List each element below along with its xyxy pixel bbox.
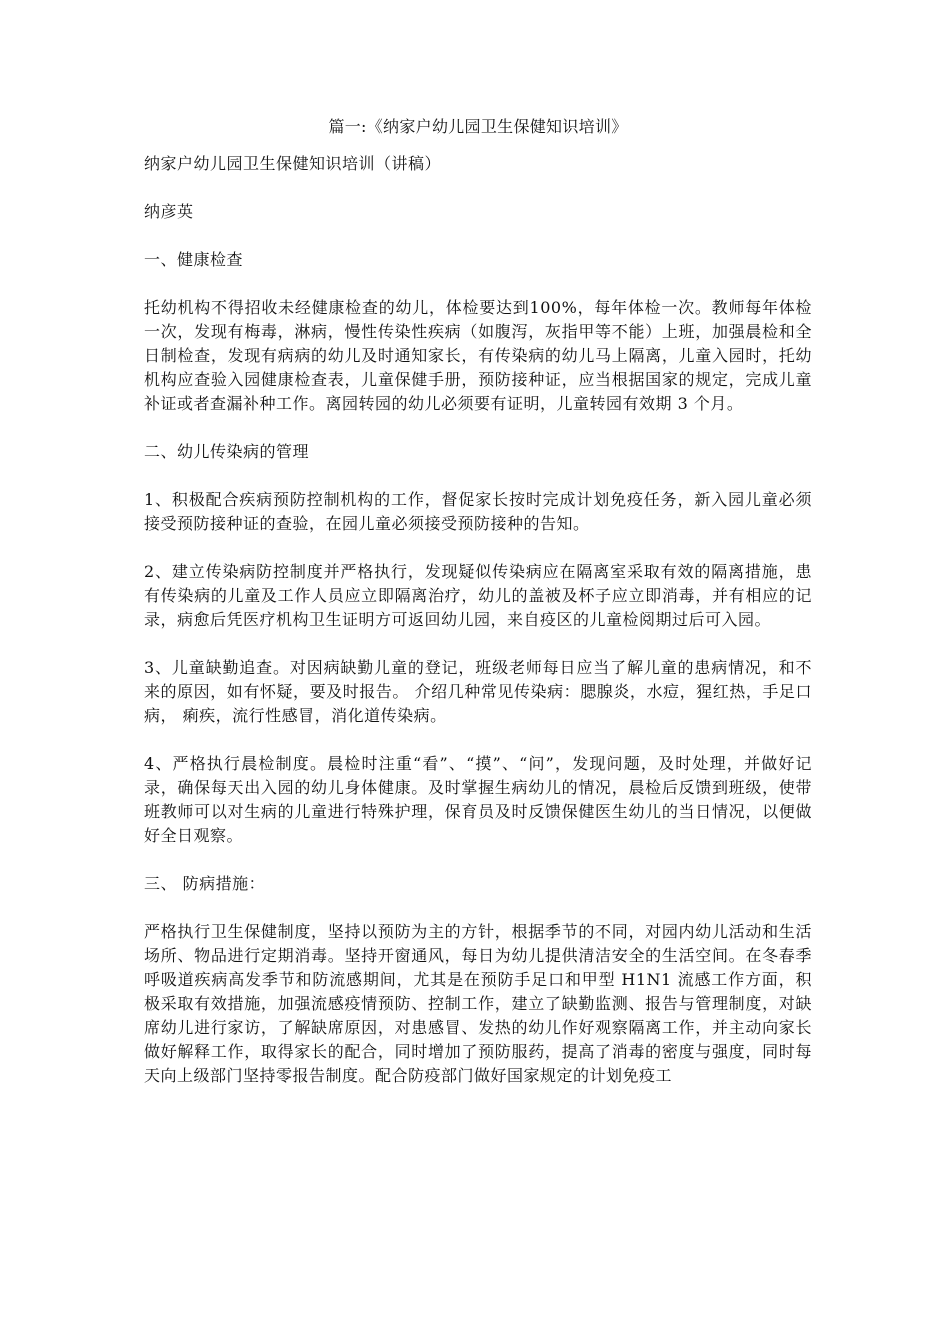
section-2-item-2: 2、建立传染病防控制度并严格执行，发现疑似传染病应在隔离室采取有效的隔离措施，患有传染病的儿童及工作人员应立即隔离治疗，幼儿的盖被及杯子应立即消毒，并有相应的记录，病愈后凭医疗机构卫生证明方可返回幼儿园，来自疫区的儿童检阅期过后可入园。 — [144, 562, 812, 629]
section-2-item-3: 3、儿童缺勤追查。对因病缺勤儿童的登记，班级老师每日应当了解儿童的患病情况，和不来的原因，如有怀疑，要及时报告。 介绍几种常见传染病：腮腺炎，水痘，猩红热，手足口病， 痢疾，流行性感冒，消化道传染病。 — [144, 658, 812, 725]
document-page — [144, 114, 812, 1112]
section-3-heading: 三、 防病措施： — [144, 874, 266, 893]
author-name: 纳彦英 — [144, 202, 194, 221]
section-1-body: 托幼机构不得招收未经健康检查的幼儿，体检要达到100%，每年体检一次。教师每年体检一次，发现有梅毒，淋病，慢性传染性疾病（如腹泻，灰指甲等不能）上班，加强晨检和全日制检查，发现有病病的幼儿及时通知家长，有传染病的幼儿马上隔离，儿童入园时，托幼机构应查验入园健康检查表，儿童保健手册，预防接种证，应当根据国家的规定，完成儿童补证或者查漏补种工作。离园转园的幼儿必须要有证明，儿童转园有效期 3 个月。 — [144, 298, 812, 413]
section-1-heading: 一、健康检查 — [144, 250, 244, 269]
section-3-body: 严格执行卫生保健制度，坚持以预防为主的方针，根据季节的不同，对园内幼儿活动和生活场所、物品进行定期消毒。坚持开窗通风，每日为幼儿提供清洁安全的生活空间。在冬春季呼吸道疾病高发季节和防流感期间，尤其是在预防手足口和甲型 H1N1 流感工作方面，积极采取有效措施，加强流感疫情预防、控制工作，建立了缺勤监测、报告与管理制度，对缺席幼儿进行家访，了解缺席原因，对患感冒、发热的幼儿作好观察隔离工作，并主动向家长做好解释工作，取得家长的配合，同时增加了预防服药，提高了消毒的密度与强度，同时每天向上级部门坚持零报告制度。配合防疫部门做好国家规定的计划免疫工 — [144, 922, 812, 1085]
document-subtitle: 纳家户幼儿园卫生保健知识培训（讲稿） — [144, 154, 442, 173]
document-title: 篇一:《纳家户幼儿园卫生保健知识培训》 — [328, 117, 628, 136]
section-2-item-4: 4、严格执行晨检制度。晨检时注重“看”、“摸”、“问”，发现问题，及时处理，并做好记录，确保每天出入园的幼儿身体健康。及时掌握生病幼儿的情况，晨检后反馈到班级，使带班教师可以对生病的儿童进行特殊护理，保育员及时反馈保健医生幼儿的当日情况，以便做好全日观察。 — [144, 754, 812, 845]
section-2-item-1: 1、积极配合疾病预防控制机构的工作，督促家长按时完成计划免疫任务，新入园儿童必须接受预防接种证的查验，在园儿童必须接受预防接种的告知。 — [144, 490, 812, 533]
section-2-heading: 二、幼儿传染病的管理 — [144, 442, 310, 461]
